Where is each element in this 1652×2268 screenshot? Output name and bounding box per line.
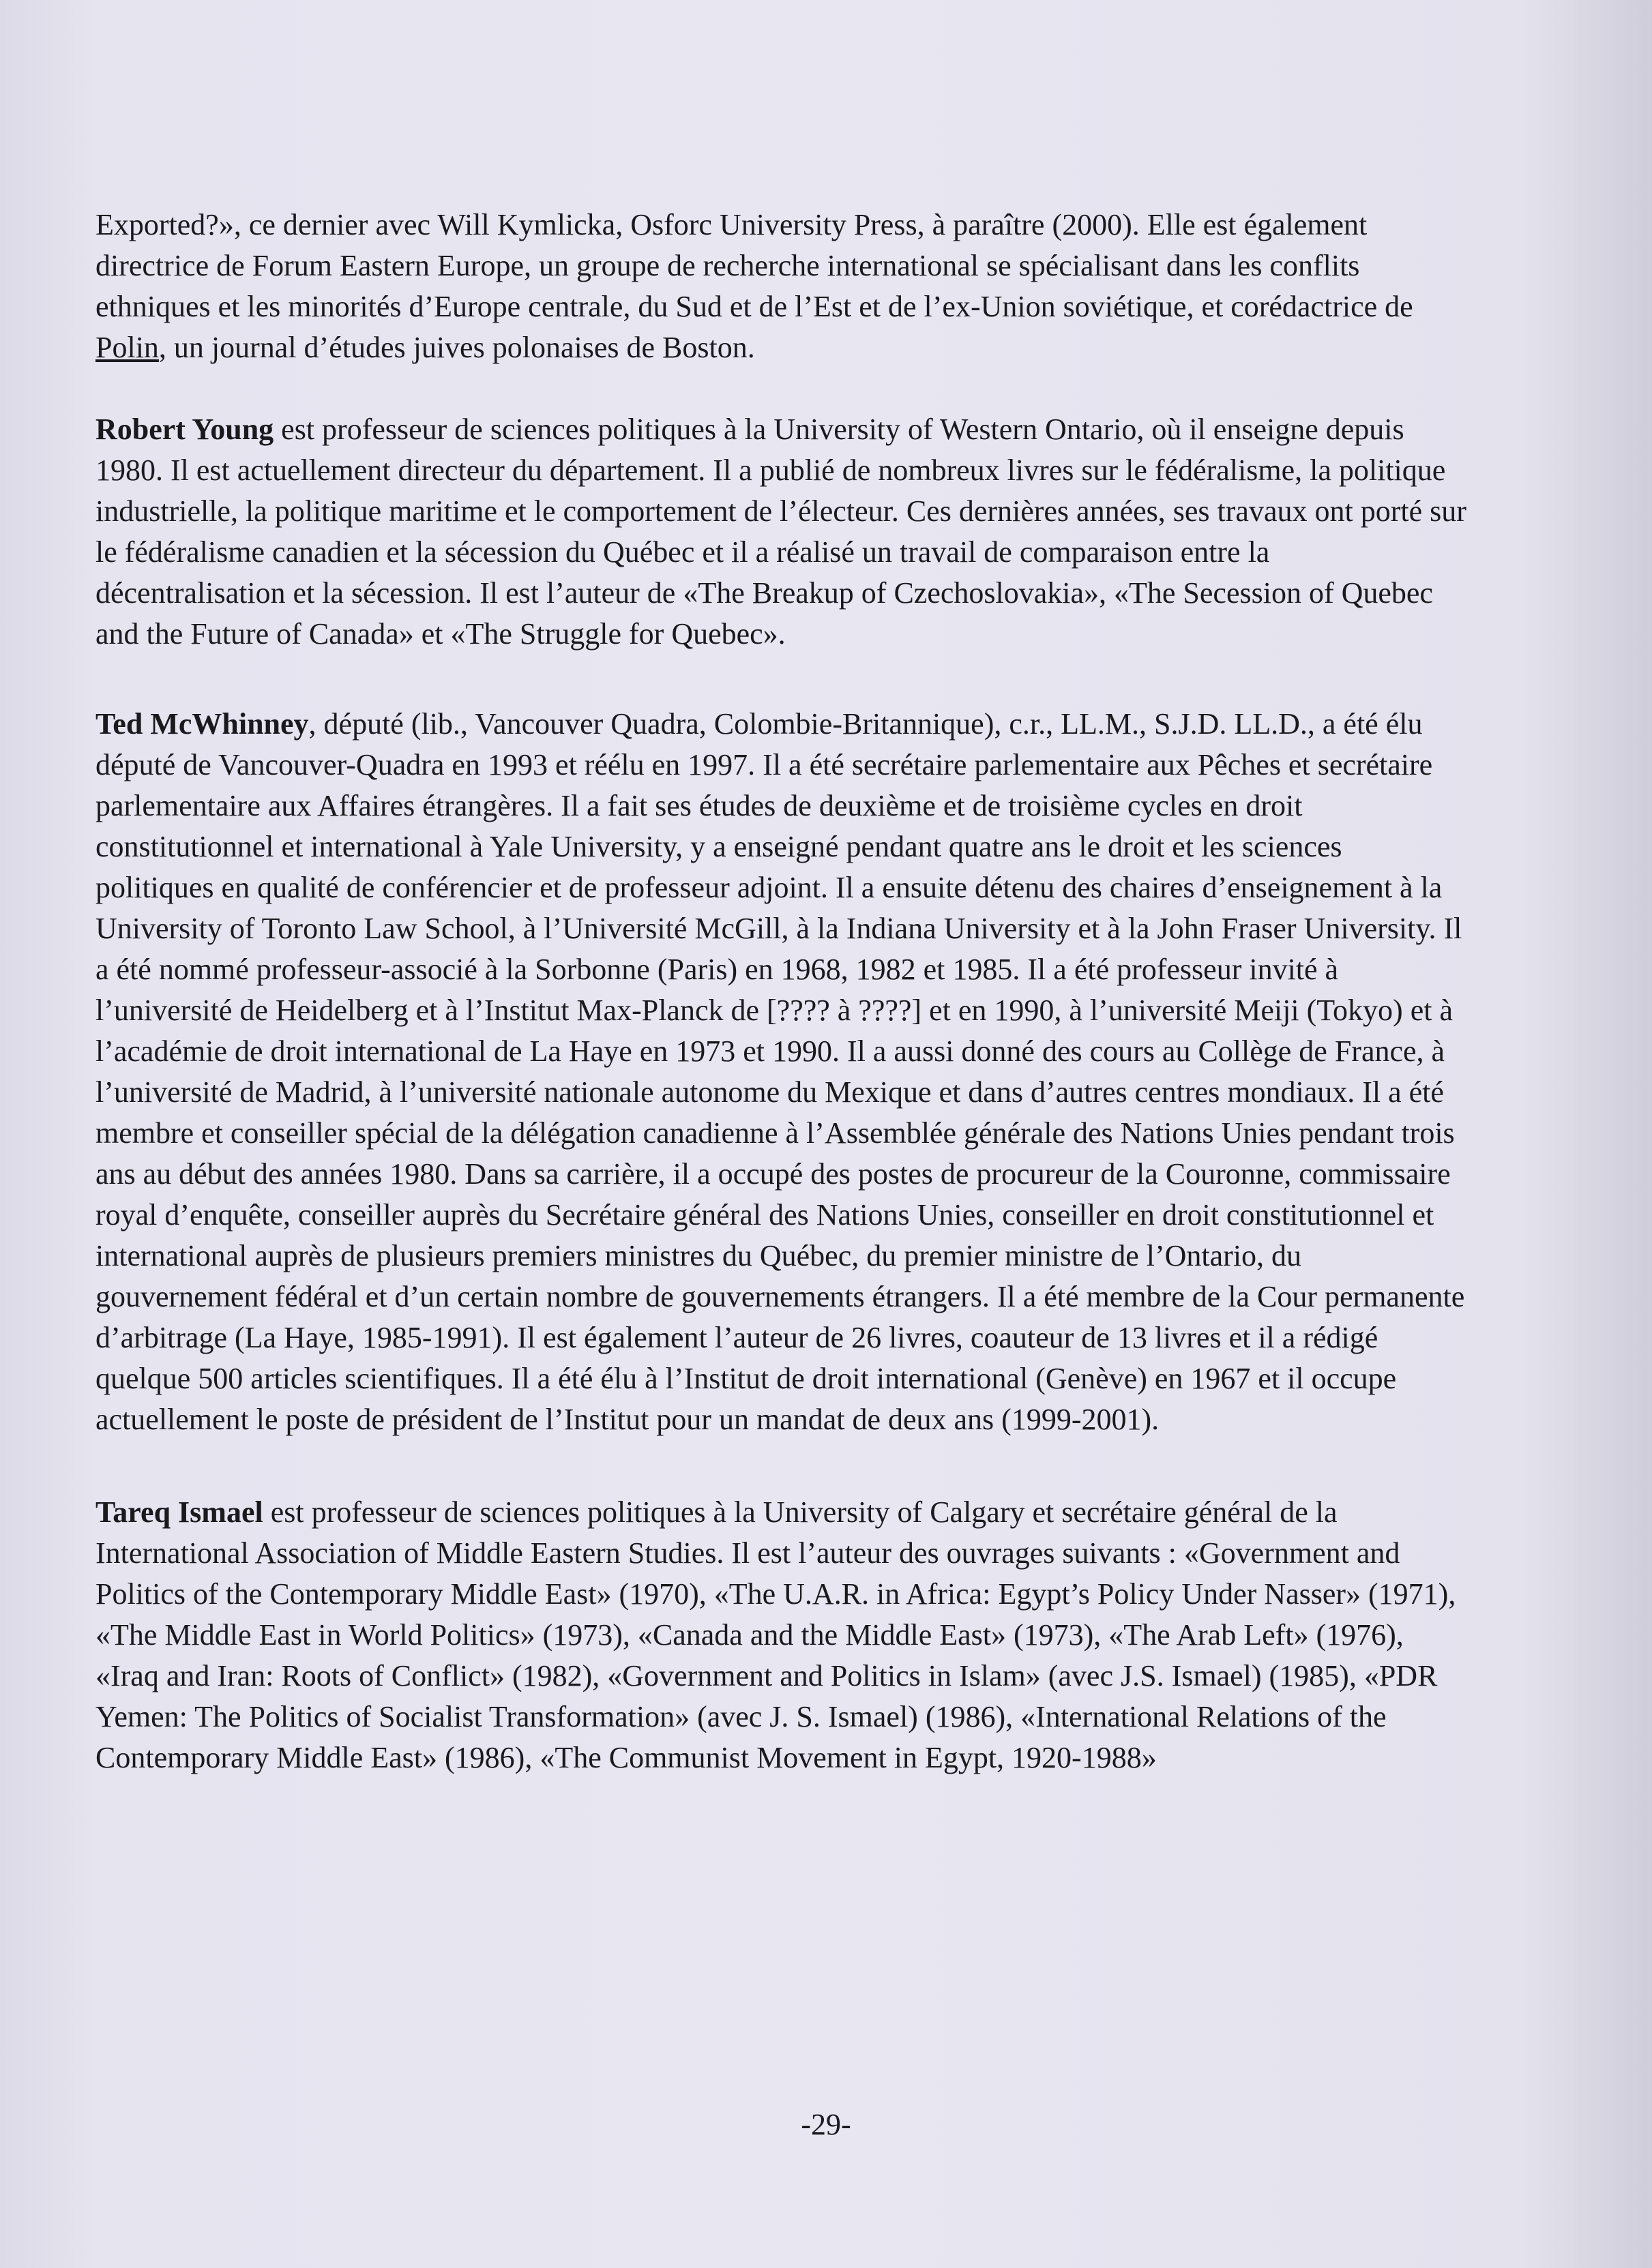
paragraph-text: , un journal d’études juives polonaises de Boston. xyxy=(158,331,755,364)
bio-text: est professeur de sciences politiques à la University of Calgary et secrétaire général de la International Association of Middle Eastern Studies. Il est l’auteur des ouvrages suivants : «Government and Politics of the Contemporary Middle East» (1970), «The U.A.R. in Africa: Egypt’s Policy Under Nasser» (1971), «The Middle East in World Politics» (1973), «Canada and the Middle East» (1973), «The Arab Left» (1976), «Iraq and Iran: Roots of Conflict» (1982), «Government and Politics in Islam» (avec J.S. Ismael) (1985), «PDR Yemen: The Politics of Socialist Transformation» (avec J. S. Ismael) (1986), «International Relations of the Contemporary Middle East» (1986), «The Communist Movement in Egypt, 1920-1988» xyxy=(95,1495,1456,1774)
bio-ted-mcwhinney xyxy=(95,704,1466,1440)
bio-name: Ted McWhinney xyxy=(95,707,309,741)
bio-name: Tareq Ismael xyxy=(95,1495,263,1529)
page-number: -29- xyxy=(801,2108,851,2141)
paragraph-text: Exported?», ce dernier avec Will Kymlicka, Osforc University Press, à paraître (2000). Elle est également directrice de Forum Eastern Europe, un groupe de recherche international se spécialisant dans les conflits ethniques et les minorités d’Europe centrale, du Sud et de l’Est et de l’ex-Union soviétique, et corédactrice de xyxy=(95,208,1413,323)
bio-text: est professeur de sciences politiques à la University of Western Ontario, où il enseigne depuis 1980. Il est actuellement directeur du département. Il a publié de nombreux livres sur le fédéralisme, la politique industrielle, la politique maritime et le comportement de l’électeur. Ces dernières années, ses travaux ont porté sur le fédéralisme canadien et la sécession du Québec et il a réalisé un travail de comparaison entre la décentralisation et la sécession. Il est l’auteur de «The Breakup of Czechoslovakia», «The Secession of Quebec and the Future of Canada» et «The Struggle for Quebec». xyxy=(95,413,1466,651)
journal-title-polin: Polin xyxy=(95,331,159,364)
paragraph-continuation xyxy=(95,205,1466,368)
text-column xyxy=(95,205,1466,1827)
bio-tareq-ismael xyxy=(95,1492,1466,1778)
bio-robert-young xyxy=(95,409,1466,655)
bio-text: , député (lib., Vancouver Quadra, Colombie-Britannique), c.r., LL.M., S.J.D. LL.D., a été élu député de Vancouver-Quadra en 1993 et réélu en 1997. Il a été secrétaire parlementaire aux Pêches et secrétaire parlementaire aux Affaires étrangères. Il a fait ses études de deuxième et de troisième cycles en droit constitutionnel et international à Yale University, y a enseigné pendant quatre ans le droit et les sciences politiques en qualité de conférencier et de professeur adjoint. Il a ensuite détenu des chaires d’enseignement à la University of Toronto Law School, à l’Université McGill, à la Indiana University et à la John Fraser University. Il a été nommé professeur-associé à la Sorbonne (Paris) en 1968, 1982 et 1985. Il a été professeur invité à l’université de Heidelberg et à l’Institut Max-Planck de [???? à ????] et en 1990, à l’université Meiji (Tokyo) et à l’académie de droit international de La Haye en 1973 et 1990. Il a aussi donné des cours au Collège de France, à l’université de Madrid, à l’université nationale autonome du Mexique et dans d’autres centres mondiaux. Il a été membre et conseiller spécial de la délégation canadienne à l’Assemblée générale des Nations Unies pendant trois ans au début des années 1980. Dans sa carrière, il a occupé des postes de procureur de la Couronne, commissaire royal d’enquête, conseiller auprès du Secrétaire général des Nations Unies, conseiller en droit constitutionnel et international auprès de plusieurs premiers ministres du Québec, du premier ministre de l’Ontario, du gouvernement fédéral et d’un certain nombre de gouvernements étrangers. Il a été membre de la Cour permanente d’arbitrage (La Haye, 1985-1991). Il est également l’auteur de 26 livres, coauteur de 13 livres et il a rédigé quelque 500 articles scientifiques. Il a été élu à l’Institut de droit international (Genève) en 1967 et il occupe actuellement le poste de président de l’Institut pour un mandat de deux ans (1999-2001). xyxy=(95,707,1465,1436)
bio-name: Robert Young xyxy=(95,413,274,446)
